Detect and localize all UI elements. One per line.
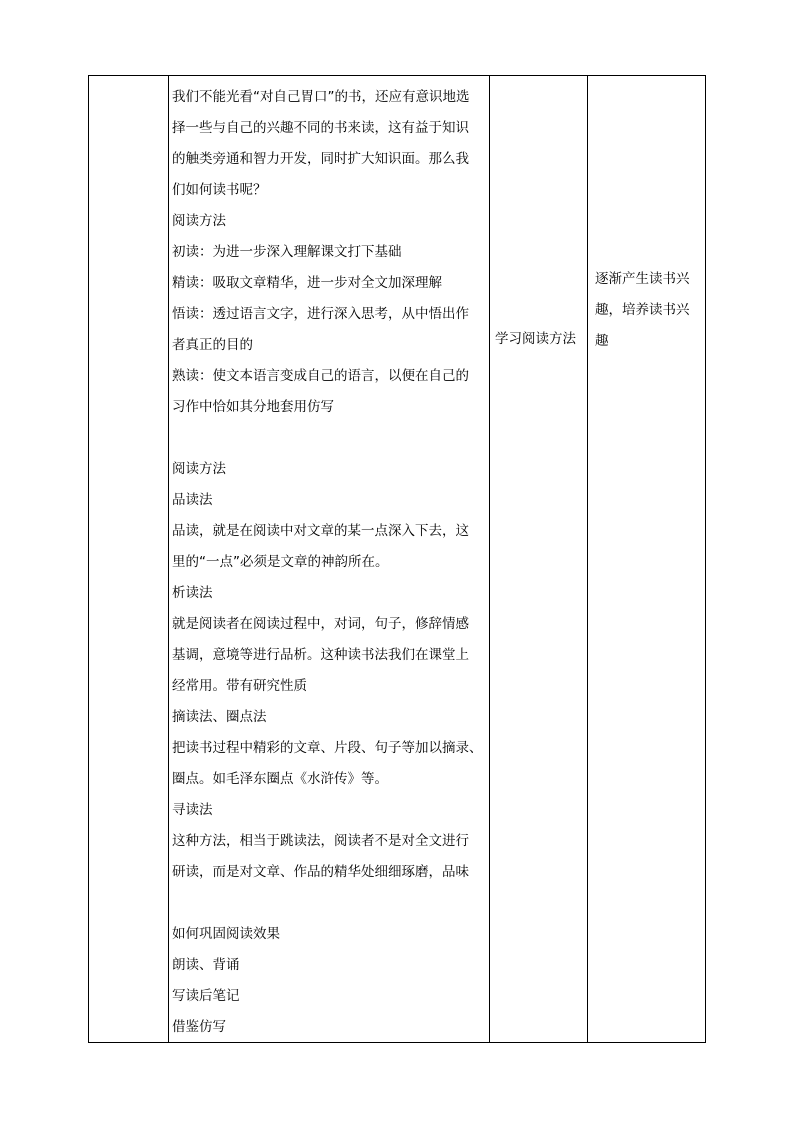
content-line: 我们不能光看“对自己胃口”的书，还应有意识地选 [172, 89, 470, 105]
content-line: 们如何读书呢？ [172, 182, 267, 198]
content-line: 研读，而是对文章、作品的精华处细细琢磨，品味 [172, 864, 469, 880]
column-divider [168, 76, 169, 1042]
content-line: 阅读方法 [172, 213, 226, 229]
content-line: 者真正的目的 [172, 337, 253, 353]
content-line: 就是阅读者在阅读过程中，对词，句子，修辞情感 [172, 616, 469, 632]
design-intent-line: 趣，培养读书兴 [595, 302, 690, 318]
content-line: 精读：吸取文章精华，进一步对全文加深理解 [172, 275, 442, 291]
content-line: 择一些与自己的兴趣不同的书来读，这有益于知识 [172, 120, 469, 136]
content-line: 寻读法 [172, 802, 213, 818]
teaching-content-cell [172, 82, 490, 1043]
student-activity-text: 学习阅读方法 [495, 331, 576, 347]
content-line: 这种方法，相当于跳读法，阅读者不是对全文进行 [172, 833, 469, 849]
column-divider [587, 76, 588, 1042]
content-line: 借鉴仿写 [172, 1019, 226, 1035]
content-line: 的触类旁通和智力开发，同时扩大知识面。那么我 [172, 151, 469, 167]
content-line: 品读法 [172, 492, 213, 508]
content-line: 基调，意境等进行品析。这种读书法我们在课堂上 [172, 647, 469, 663]
design-intent-cell [595, 264, 703, 357]
content-line: 悟读：透过语言文字，进行深入思考，从中悟出作 [172, 306, 469, 322]
content-line: 阅读方法 [172, 461, 226, 477]
content-line: 圈点。如毛泽东圈点《水浒传》等。 [172, 771, 388, 787]
lesson-table [88, 75, 706, 1043]
blank-line [172, 423, 490, 454]
content-line: 品读，就是在阅读中对文章的某一点深入下去，这 [172, 523, 469, 539]
student-activity-cell [495, 329, 587, 349]
design-intent-line: 逐渐产生读书兴 [595, 271, 690, 287]
content-line: 写读后笔记 [172, 988, 240, 1004]
content-line: 摘读法、圈点法 [172, 709, 267, 725]
blank-line [172, 888, 490, 919]
content-line: 熟读：使文本语言变成自己的语言，以便在自己的 [172, 368, 469, 384]
content-line: 把读书过程中精彩的文章、片段、句子等加以摘录、 [172, 740, 483, 756]
content-line: 析读法 [172, 585, 213, 601]
content-line: 经常用。带有研究性质 [172, 678, 307, 694]
content-line: 如何巩固阅读效果 [172, 926, 280, 942]
content-line: 初读：为进一步深入理解课文打下基础 [172, 244, 402, 260]
content-line: 习作中恰如其分地套用仿写 [172, 399, 334, 415]
design-intent-line: 趣 [595, 333, 609, 349]
content-line: 里的“一点”必须是文章的神韵所在。 [172, 554, 389, 570]
content-line: 朗读、背诵 [172, 957, 240, 973]
